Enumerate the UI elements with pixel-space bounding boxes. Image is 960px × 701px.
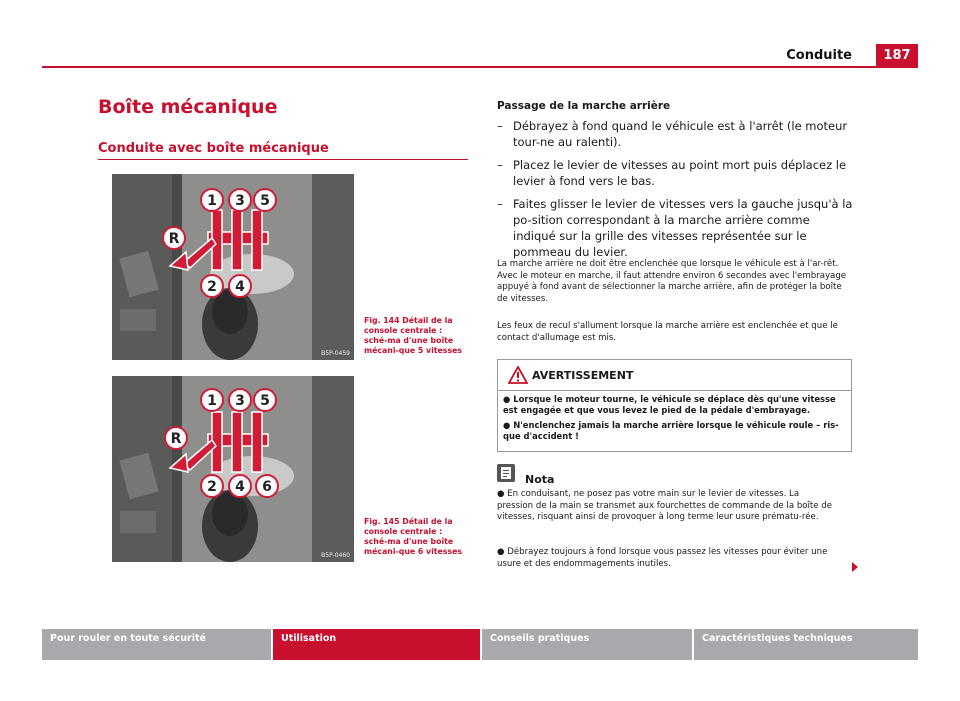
warning-item [503,394,845,416]
footer-tab-utilisation[interactable]: Utilisation [273,629,480,660]
gear-label: 3 [235,193,245,209]
gear-label: R [170,431,182,447]
gear-label: 2 [207,479,217,495]
step-text: Faites glisser le levier de vitesses vers la gauche jusqu'à la po-sition correspondant à la marche arrière comme indiqué sur la grille des vitesses représentée sur le pommeau du levier. [513,197,853,259]
gear-label: 1 [207,393,217,409]
bullet: ● [497,489,505,499]
page-title: Boîte mécanique [98,96,278,118]
warning-item [503,420,845,442]
step-dash: – [497,119,503,133]
step-dash: – [497,158,503,172]
note-item-text: En conduisant, ne posez pas votre main sur le levier de vitesses. La pression de la main se transmet aux fourchettes de commande de la boîte de vitesses, risquant ainsi de provoquer à long terme leur usure prématu-rée. [497,489,833,523]
reverse-heading: Passage de la marche arrière [497,100,671,112]
gear-label: 1 [207,193,217,209]
figure-144-caption: Fig. 144 Détail de la console centrale : sché-ma d'une boîte mécani-que 5 vitesses [364,316,463,355]
note-title: Nota [525,473,555,486]
note-icon [497,464,515,482]
figure-145-caption: Fig. 145 Détail de la console centrale : sché-ma d'une boîte mécani-que 6 vitesses [364,517,463,556]
step-3 [497,196,853,260]
step-1 [497,118,853,150]
gear-label: 4 [235,279,245,295]
bullet: ● [497,547,505,557]
gear-label: 4 [235,479,245,495]
gear-label: 5 [260,193,270,209]
warning-box [497,359,852,452]
warning-triangle-icon [508,366,528,384]
gear-label: R [168,231,180,247]
continue-arrow-icon [852,562,858,572]
gear-label: 2 [207,279,217,295]
step-2 [497,157,853,189]
figure-code: B5P-0460 [321,552,350,559]
figure-145-photo [112,376,354,562]
note-item-text: Débrayez toujours à fond lorsque vous passez les vitesses pour éviter une usure et des endommagements inutiles. [497,547,828,569]
section-subtitle: Conduite avec boîte mécanique [98,141,329,156]
bullet: ● [503,394,511,404]
gear-label: 3 [235,393,245,409]
warning-item-text: Lorsque le moteur tourne, le véhicule se déplace dès qu'une vitesse est engagée et que vous levez le pied de la pédale d'embrayage. [503,394,836,415]
note-item [497,547,837,570]
figure-code: B5P-0459 [321,350,350,357]
warning-item-text: N'enclenchez jamais la marche arrière lorsque le véhicule roule – ris-que d'accident ! [503,420,839,441]
figure-144-photo [112,174,354,360]
page-header-rule [42,66,918,68]
footer-tab-conseils[interactable]: Conseils pratiques [482,629,692,660]
reverse-paragraph-2: Les feux de recul s'allument lorsque la marche arrière est enclenchée et que le contact d'allumage est mis. [497,321,838,343]
footer-tab-caracteristiques[interactable]: Caractéristiques techniques [694,629,918,660]
subtitle-rule [98,159,468,160]
note-item [497,489,837,524]
page-number: 187 [876,44,918,68]
step-dash: – [497,197,503,211]
gear-label: 6 [262,479,272,495]
warning-title: AVERTISSEMENT [532,369,634,382]
bullet: ● [503,420,511,430]
gear-label: 5 [260,393,270,409]
step-text: Placez le levier de vitesses au point mort puis déplacez le levier à fond vers le bas. [513,158,847,188]
reverse-paragraph-1: La marche arrière ne doit être enclenchée que lorsque le véhicule est à l'ar-rêt. Avec le moteur en marche, il faut attendre environ 6 secondes avec l'embrayage appuyé à fond avant de sélectionner la marche arrière, afin de protéger la boîte de vitesses. [497,259,847,304]
section-title: Conduite [786,48,852,63]
warning-header [498,360,851,391]
footer-tab-securite[interactable]: Pour rouler en toute sécurité [42,629,271,660]
step-text: Débrayez à fond quand le véhicule est à l'arrêt (le moteur tour-ne au ralenti). [513,119,848,149]
